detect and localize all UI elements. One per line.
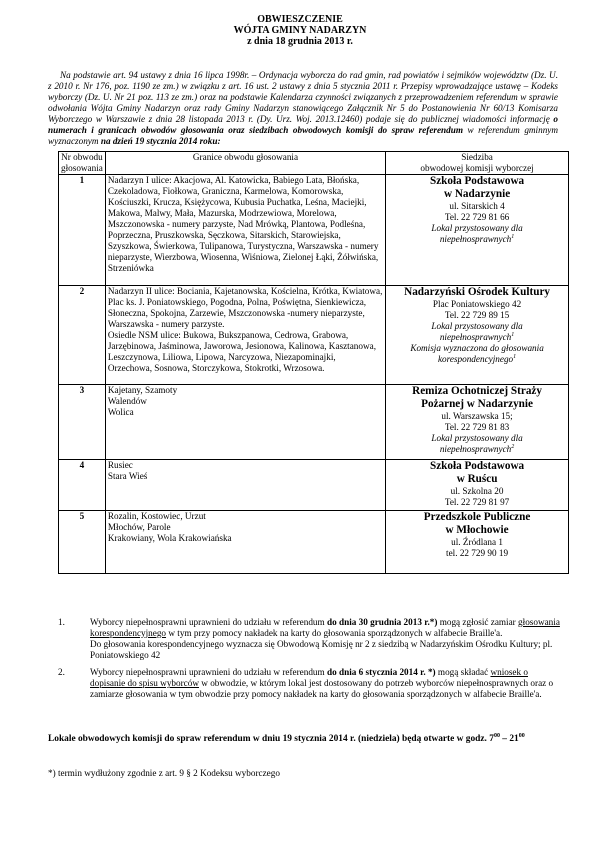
district-boundaries xyxy=(105,460,385,511)
seat-address: Tel. 22 729 81 66 xyxy=(444,212,510,222)
opening-hours-dash: – 21 xyxy=(499,734,519,744)
boundary-line: nieparzyste, Wierzbowa, Wiosenna, Wiśniowa, Zielonej Łąki, Żółwińska, xyxy=(107,252,379,262)
seat-note xyxy=(388,433,566,444)
seat-address: Tel. 22 729 89 15 xyxy=(444,310,510,320)
seat-name: w Nadarzynie xyxy=(443,188,511,200)
opening-hours-text: Lokale obwodowych komisji do spraw referendum w dniu 19 stycznia 2014 r. (niedziela) będą otwarte w godz. 7 xyxy=(48,734,494,744)
seat-note xyxy=(388,223,566,234)
table-row xyxy=(59,385,569,460)
seat-address: ul. Warszawska 15; xyxy=(441,411,513,421)
seat-address: Plac Poniatowskiego 42 xyxy=(432,299,522,309)
seat-note xyxy=(388,234,566,245)
opening-hours-sup: 00 xyxy=(493,732,500,739)
note-text: Wyborcy niepełnosprawni uprawnieni do udziału w referendum xyxy=(90,667,325,677)
seat-address: Tel. 22 729 81 83 xyxy=(444,422,510,432)
footnote-marker: 1 xyxy=(511,233,515,240)
boundary-line: Osiedle NSM ulice: Bukowa, Bukszpanowa, Cedrowa, Grabowa, xyxy=(107,330,349,340)
table-header-row xyxy=(59,152,569,175)
boundary-line: Makowa, Malwy, Mała, Mazurska, Modrzewiowa, Morelowa, xyxy=(107,208,337,218)
seat-name: w Młochowie xyxy=(445,524,509,536)
seat-note xyxy=(388,444,566,455)
boundary-line: Nadarzyn I ulice: Akacjowa, Al. Katowicka, Babiego Lata, Błońska, xyxy=(107,175,360,185)
intro-bold-2: na dzień 19 stycznia 2014 roku: xyxy=(100,136,221,146)
note-deadline: do dnia 30 grudnia 2013 r.*) xyxy=(326,617,438,627)
note-text: w obwodzie, w którym lokal jest dostosowany do potrzeb wyborców niepełnosprawnych oraz o zamiarze głosowania w tym obwodzie przy pomocy nakładek na karty do głosowania sporządzonych w alfabecie Braille'a. xyxy=(90,678,554,699)
note-underlined: wniosek o dopisanie do spisu wyborców xyxy=(90,667,528,688)
seat-address: Tel. 22 729 81 97 xyxy=(444,497,510,507)
seat-name: Remiza Ochotniczej Straży xyxy=(412,385,542,397)
header-nr-line: Nr obwodu xyxy=(61,152,103,162)
seat-note xyxy=(388,332,566,343)
seat-address: ul. Szkolna 20 xyxy=(450,486,504,496)
table-row xyxy=(59,286,569,385)
note-number: 1. xyxy=(58,617,65,627)
notes-list xyxy=(48,617,563,706)
seat-note-text: Lokal przystosowany dla xyxy=(431,223,523,233)
district-number: 4 xyxy=(59,460,106,511)
footnote-marker: 1 xyxy=(511,331,515,338)
table-row xyxy=(59,460,569,511)
boundary-line: Słoneczna, Spokojna, Zarzewie, Mszczonowska -numery nieparzyste, xyxy=(107,308,365,318)
boundary-line: Młochów, Parole xyxy=(107,522,171,532)
seat-note xyxy=(388,343,566,354)
table-row xyxy=(59,175,569,286)
boundary-line: Rusiec xyxy=(107,460,133,470)
seat-name: Przedszkole Publiczne xyxy=(423,511,531,523)
footnote: *) termin wydłużony zgodnie z art. 9 § 2 Kodeksu wyborczego xyxy=(48,768,280,778)
boundary-line: Szyszkowa, Świerkowa, Tulipanowa, Turystyczna, Warszawska - numery xyxy=(107,241,379,251)
note-1 xyxy=(48,617,563,661)
boundary-line: Jarzębinowa, Jaśminowa, Jaworowa, Jesionowa, Kalinowa, Kasztanowa, xyxy=(107,341,377,351)
district-number: 5 xyxy=(59,511,106,574)
boundary-line: Krakowiany, Wola Krakowiańska xyxy=(107,533,232,543)
boundary-line: Warszawska - numery parzyste. xyxy=(107,319,225,329)
boundary-line: Orzechowa, Sosnowa, Storczykowa, Stokrotki, Wrzosowa. xyxy=(107,363,325,373)
boundary-line: Kościuszki, Krucza, Księżycowa, Kubusia Puchatka, Leśna, Maciejki, xyxy=(107,197,367,207)
boundary-line: Stara Wieś xyxy=(107,471,148,481)
header-siedziba xyxy=(386,152,569,175)
district-boundaries xyxy=(105,385,385,460)
header-siedziba-line: Siedziba xyxy=(461,152,493,162)
footnote-marker: 1 xyxy=(513,353,517,360)
intro-text-1: Na podstawie art. 94 ustawy z dnia 16 lipca 1998r. – Ordynacja wyborcza do rad gmin, rad powiatów i sejmików województw (Dz. U. z 2010 r. Nr 176, poz. 1190 ze zm.) w związku z art. 16 ust. 2 ustawy z dnia 5 stycznia 2011 r. Przepisy wprowadzające ustawę – Kodeks wyborczy (Dz. U. Nr 21 poz. 113 ze zm.) oraz na podstawie Kalendarza czynności związanych z przeprowadzeniem referendum w sprawie odwołania Wójta Gminy Nadarzyn oraz rady Gminy Nadarzyn stanowiącego Załącznik Nr 5 do Postanowienia Nr 60/13 Komisarza Wyborczego w Warszawie z dnia 28 listopada 2013 r. (Dy. Urz. Woj. 2013.12460) podaje się do publicznej wiadomości informację xyxy=(48,70,558,124)
note-number: 2. xyxy=(58,667,65,677)
note-text: Do głosowania korespondencyjnego wyznacza się Obwodową Komisję nr 2 z siedzibą w Nadarzyńskim Ośrodku Kultury; pl. Poniatowskiego 42 xyxy=(90,639,553,660)
opening-hours-sup: 00 xyxy=(518,732,525,739)
header-nr xyxy=(59,152,106,175)
seat-note-text: niepełnosprawnych xyxy=(439,332,512,342)
boundary-line: Leszczynowa, Liliowa, Lipowa, Narcyzowa, Niezapominajki, xyxy=(107,352,336,362)
header-nr-line: głosowania xyxy=(61,163,103,173)
note-text: w tym przy pomocy nakładek na karty do głosowania sporządzonych w alfabecie Braille'a. xyxy=(168,628,503,638)
footnote-marker: 2 xyxy=(511,443,515,450)
commission-seat xyxy=(386,460,569,511)
boundary-line: Walendów xyxy=(107,396,147,406)
note-2 xyxy=(48,667,563,700)
intro-paragraph xyxy=(48,70,558,147)
seat-name: Nadarzyński Ośrodek Kultury xyxy=(404,286,550,298)
boundary-line: Czekoladowa, Fiołkowa, Graniczna, Karmelowa, Komorowska, xyxy=(107,186,344,196)
districts-table xyxy=(58,151,569,574)
seat-address: ul. Źródlana 1 xyxy=(451,537,503,547)
note-text: mogą składać xyxy=(437,667,489,677)
district-number: 3 xyxy=(59,385,106,460)
header-siedziba-line: obwodowej komisji wyborczej xyxy=(420,163,534,173)
seat-note-text: Lokal przystosowany dla xyxy=(431,433,523,443)
table-row xyxy=(59,511,569,574)
seat-note-text: Lokal przystosowany dla xyxy=(431,321,523,331)
seat-name: Szkoła Podstawowa xyxy=(429,460,525,472)
boundary-line: Nadarzyn II ulice: Bociania, Kajetanowska, Kościelna, Krótka, Kwiatowa, xyxy=(107,286,383,296)
issuer-title: WÓJTA GMINY NADARZYN xyxy=(233,25,367,36)
seat-name: w Ruścu xyxy=(456,473,498,485)
intro-bold-1: o numerach i granicach obwodów głosowania oraz siedzibach obwodowych komisji do spraw referendum xyxy=(48,114,558,135)
district-boundaries xyxy=(105,286,385,385)
seat-note-text: niepełnosprawnych xyxy=(439,234,512,244)
opening-hours xyxy=(48,734,568,745)
seat-address: tel. 22 729 90 19 xyxy=(446,548,509,558)
seat-address: ul. Sitarskich 4 xyxy=(449,201,505,211)
intro-text-2: w referendum gminnym wyznaczonym xyxy=(48,125,558,146)
seat-note xyxy=(388,354,566,365)
note-text: Wyborcy niepełnosprawni uprawnieni do udziału w referendum xyxy=(90,617,325,627)
issue-date: z dnia 18 grudnia 2013 r. xyxy=(247,36,353,47)
commission-seat xyxy=(386,511,569,574)
boundary-line: Mszczonowska - numery parzyste, Nad Mrówką, Plantowa, Podleśna, xyxy=(107,219,366,229)
commission-seat xyxy=(386,385,569,460)
district-number: 2 xyxy=(59,286,106,385)
seat-name: Pożarnej w Nadarzynie xyxy=(421,398,533,410)
district-number: 1 xyxy=(59,175,106,286)
note-text: mogą zgłosić zamiar xyxy=(439,617,516,627)
seat-note-text: korespondencyjnego xyxy=(437,354,514,364)
boundary-line: Kajetany, Szamoty xyxy=(107,385,178,395)
note-deadline: do dnia 6 stycznia 2014 r. *) xyxy=(326,667,436,677)
header-granice: Granice obwodu głosowania xyxy=(105,152,385,175)
boundary-line: Plac ks. J. Poniatowskiego, Pogodna, Polna, Poświętna, Sienkiewicza, xyxy=(107,297,367,307)
seat-note xyxy=(388,321,566,332)
district-boundaries xyxy=(105,175,385,286)
seat-name: Szkoła Podstawowa xyxy=(429,175,525,187)
announcement-title: OBWIESZCZENIE xyxy=(257,14,343,25)
seat-note-text: Komisja wyznaczona do głosowania xyxy=(410,343,544,353)
boundary-line: Strzeniówka xyxy=(107,263,154,273)
note-underlined: głosowania korespondencyjnego xyxy=(90,617,560,638)
boundary-line: Rozalin, Kostowiec, Urzut xyxy=(107,511,206,521)
boundary-line: Wolica xyxy=(107,407,134,417)
commission-seat xyxy=(386,286,569,385)
boundary-line: Poprzeczna, Pruszkowska, Sęczkowa, Sitarskich, Starowiejska, xyxy=(107,230,341,240)
district-boundaries xyxy=(105,511,385,574)
seat-note-text: niepełnosprawnych xyxy=(439,444,512,454)
commission-seat xyxy=(386,175,569,286)
